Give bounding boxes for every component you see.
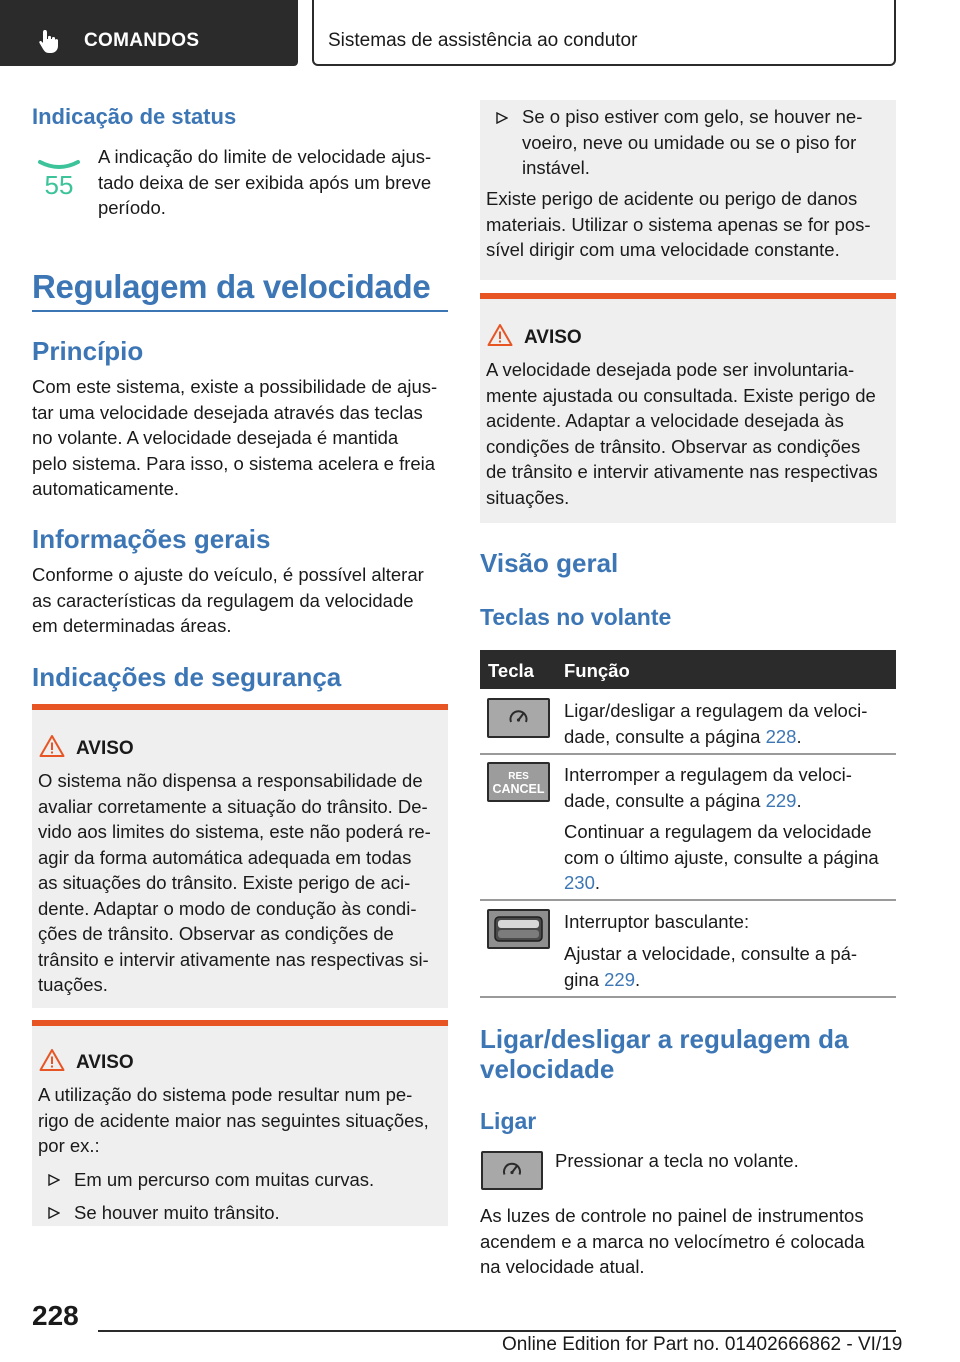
list-item: Em um percurso com muitas curvas. [74, 1169, 375, 1190]
section-title-box [312, 0, 896, 66]
bullet-triangle-icon [48, 1207, 60, 1219]
keys-heading: Teclas no volante [480, 604, 672, 630]
row-divider [480, 753, 896, 755]
function-text: Interromper a regulagem da veloci- dade, consulte a página 229. [564, 764, 852, 811]
row-divider [480, 899, 896, 901]
warning-triangle-icon [487, 323, 513, 347]
heading-rule [32, 310, 448, 312]
list-item: Se houver muito trânsito. [74, 1202, 280, 1223]
warning-title: AVISO [76, 1052, 134, 1073]
res-cancel-icon [489, 764, 548, 800]
page-link[interactable]: 229 [604, 968, 635, 990]
principle-text: Com este sistema, existe a possibilidade de ajus- tar uma velocidade desejada através das teclas no volante. A velocidade desejada é mantida pelo sistema. Para isso, o sistema acelera e freia automaticamente. [32, 376, 438, 499]
on-heading: Ligar [480, 1108, 537, 1134]
warning-box-1 [32, 704, 448, 1008]
warning-box-2 [32, 1020, 448, 1226]
warning-text: A utilização do sistema pode resultar num pe- rigo de acidente maior nas seguintes situações, por ex.: [38, 1084, 429, 1156]
row-divider [480, 996, 896, 998]
function-text: Interruptor basculante: [564, 911, 750, 932]
status-text: A indicação do limite de velocidade ajus- tado deixa de ser exibida após um breve período. [98, 146, 432, 218]
table-header [480, 650, 896, 689]
page-header [0, 0, 960, 66]
warning-continuation-box [480, 100, 896, 280]
rocker-switch-key [487, 909, 550, 949]
hand-pointer-icon [36, 28, 62, 54]
function-text: Continuar a regulagem da velocidade com o último ajuste, consulte a página 230. [564, 821, 879, 893]
principle-heading: Princípio [32, 336, 144, 366]
onoff-heading: Ligar/desligar a regulagem da velocidade [480, 1024, 849, 1084]
speed-limit-indicator-icon [36, 152, 82, 196]
overview-heading: Visão geral [480, 548, 619, 578]
chapter-tab[interactable] [0, 0, 298, 66]
footer-rule [98, 1330, 896, 1332]
on-after-text: As luzes de controle no painel de instrumentos acendem e a marca no velocímetro é colocada na velocidade atual. [480, 1205, 865, 1277]
speed-limit-value: 55 [44, 170, 74, 196]
page-number: 228 [32, 1300, 79, 1331]
page-link[interactable]: 230 [564, 872, 595, 893]
function-text: Ligar/desligar a regulagem da veloci- dade, consulte a página 228. [564, 700, 868, 747]
general-heading: Informações gerais [32, 524, 271, 554]
warning-title: AVISO [524, 327, 582, 348]
warning-text: Existe perigo de acidente ou perigo de danos materiais. Utilizar o sistema apenas se for pos- sível dirigir com uma velocidade constante. [486, 188, 871, 260]
warning-triangle-icon [39, 1048, 65, 1072]
warning-triangle-icon [39, 734, 65, 758]
status-heading: Indicação de status [32, 104, 237, 129]
column-header-function: Função [564, 660, 630, 681]
warning-title: AVISO [76, 738, 134, 759]
cruise-control-icon [483, 1153, 541, 1188]
page-link[interactable]: 229 [765, 789, 797, 811]
on-text: Pressionar a tecla no volante. [555, 1150, 799, 1171]
warning-text: A velocidade desejada pode ser involuntaria- mente ajustada ou consultada. Existe perigo de acidente. Adaptar a velocidade desejada às condições de trânsito. Observar as condições de trânsito e intervir ativamente nas respectivas situações. [486, 359, 878, 508]
list-item: Se o piso estiver com gelo, se houver ne- voeiro, neve ou umidade ou se o piso for instável. [522, 106, 863, 178]
page-link[interactable]: 228 [765, 725, 797, 747]
warning-box-3 [480, 293, 896, 523]
main-heading: Regulagem da velocidade [32, 268, 431, 305]
cruise-control-icon [489, 700, 548, 736]
warning-text: O sistema não dispensa a responsabilidade de avaliar corretamente a situação do trânsito. De- vido aos limites do sistema, este não poderá re- agir da forma automática adequada em todas as situações do trânsito. Existe perigo de aci- dente. Adaptar o modo de condução às condi- ções de trânsito. Observar as condições de trânsito e intervir ativamente nas respectivas si- tuações. [38, 770, 431, 995]
rocker-switch-icon [489, 911, 548, 947]
res-cancel-key [487, 762, 550, 802]
section-title: Sistemas de assistência ao condutor [328, 30, 638, 51]
chapter-tab-label: COMANDOS [84, 30, 200, 51]
column-header-key: Tecla [488, 660, 534, 681]
bullet-triangle-icon [496, 112, 508, 124]
bullet-triangle-icon [48, 1174, 60, 1186]
svg-text:CANCEL: CANCEL [492, 782, 545, 796]
cruise-control-key [481, 1151, 543, 1190]
edition-text: Online Edition for Part no. 01402666862 - VI/19 [502, 1334, 903, 1355]
svg-text:RES: RES [508, 771, 529, 782]
safety-heading: Indicações de segurança [32, 662, 342, 692]
function-text: Ajustar a velocidade, consulte a pá- gina 229. [564, 943, 858, 990]
cruise-control-key [487, 698, 550, 738]
general-text: Conforme o ajuste do veículo, é possível alterar as características da regulagem da velocidade em determinadas áreas. [32, 564, 424, 636]
